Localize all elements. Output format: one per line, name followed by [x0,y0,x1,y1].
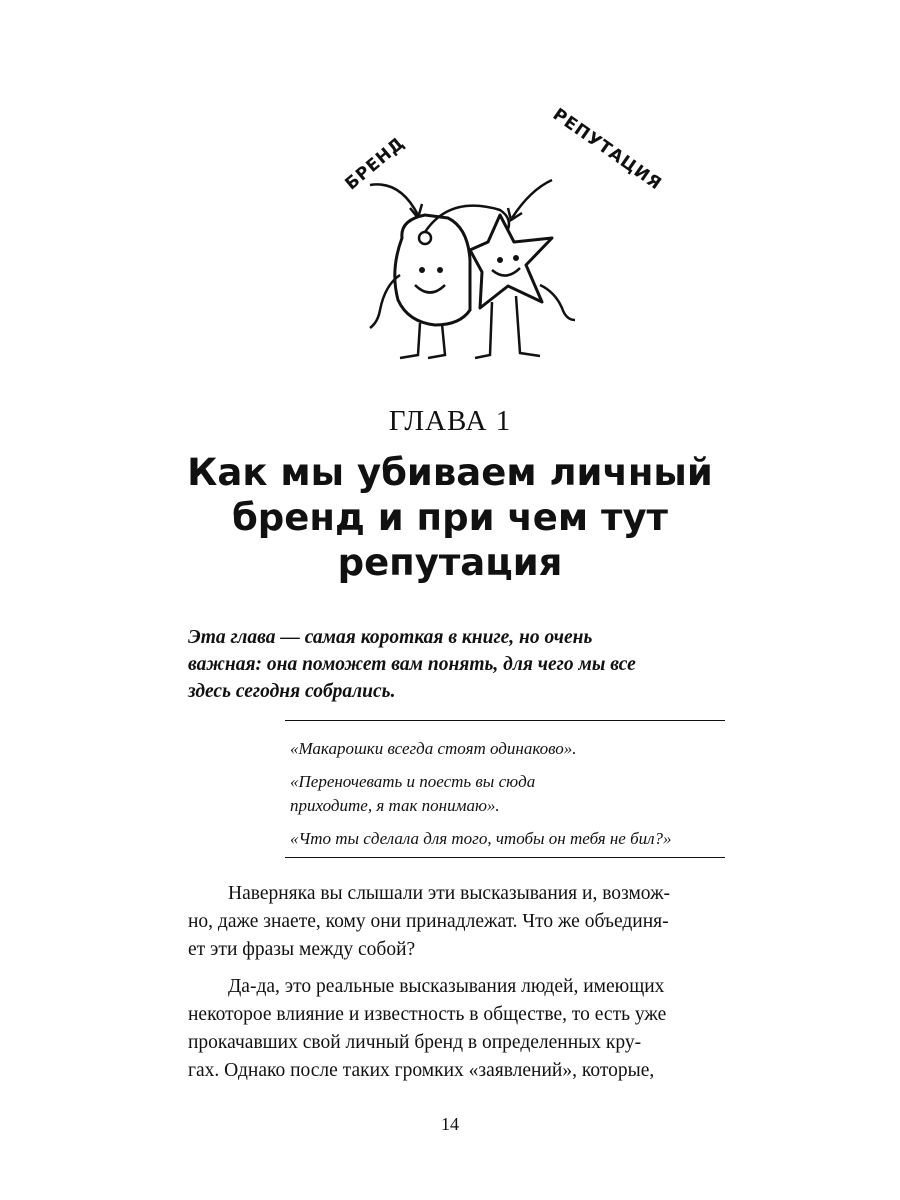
body-line: Наверняка вы слышали эти высказывания и, возмож- [228,883,671,904]
body-line: прокачавших свой личный бренд в определенных кру- [188,1032,642,1053]
star-eye-right-icon [513,255,519,261]
star-character-icon [470,215,552,308]
body-line: ет эти фразы между собой? [188,939,416,960]
body-line: но, даже знаете, кому они принадлежат. Что же объединя- [188,911,669,932]
star-leg-right-icon [516,296,540,356]
tag-leg-left-icon [400,323,420,358]
page-number: 14 [441,1114,459,1134]
quote-line: приходите, я так понимаю». [290,796,500,815]
body-paragraph [188,880,748,964]
lead-line: важная: она поможет вам понять, для чего мы все [188,654,636,675]
quote-block [290,737,730,860]
lead-line: Эта глава — самая короткая в книге, но очень [188,627,593,648]
chapter-title-line: репутация [337,541,563,584]
star-arm-icon [540,285,575,320]
doodle-label-brand: БРЕНД [341,133,410,195]
body-text [188,880,748,1094]
quote-divider-top [285,720,725,721]
chapter-label: ГЛАВА 1 [388,405,512,437]
body-line: Да-да, это реальные высказывания людей, имеющих [228,976,665,997]
chapter-illustration [330,104,666,370]
star-eye-left-icon [497,257,503,263]
chapter-title-line: Как мы убиваем личный [187,451,713,494]
tag-character-icon [395,215,470,325]
tag-leg-right-icon [428,324,445,358]
lead-paragraph [188,624,728,705]
star-leg-left-icon [475,302,492,358]
chapter-title-line: бренд и при чем тут [231,496,669,539]
body-line: гах. Однако после таких громких «заявлений», которые, [188,1060,655,1081]
arrow-right-icon [512,180,552,218]
quote-item: «Макарошки всегда стоят одинаково». [290,739,577,758]
doodle-label-reputation: РЕПУТАЦИЯ [548,104,666,195]
body-paragraph [188,973,748,1085]
chapter-title [150,450,750,585]
body-line: некоторое влияние и известность в обществе, то есть уже [188,1004,667,1025]
quote-line: «Переночевать и поесть вы сюда [290,772,536,791]
quote-item: «Что ты сделала для того, чтобы он тебя не бил?» [290,829,672,848]
lead-line: здесь сегодня собрались. [188,681,396,702]
tag-eye-right-icon [437,267,443,273]
brand-reputation-doodle [330,104,666,370]
quote-item [290,770,730,818]
tag-eye-left-icon [419,267,425,273]
quote-divider-bottom [285,857,725,858]
